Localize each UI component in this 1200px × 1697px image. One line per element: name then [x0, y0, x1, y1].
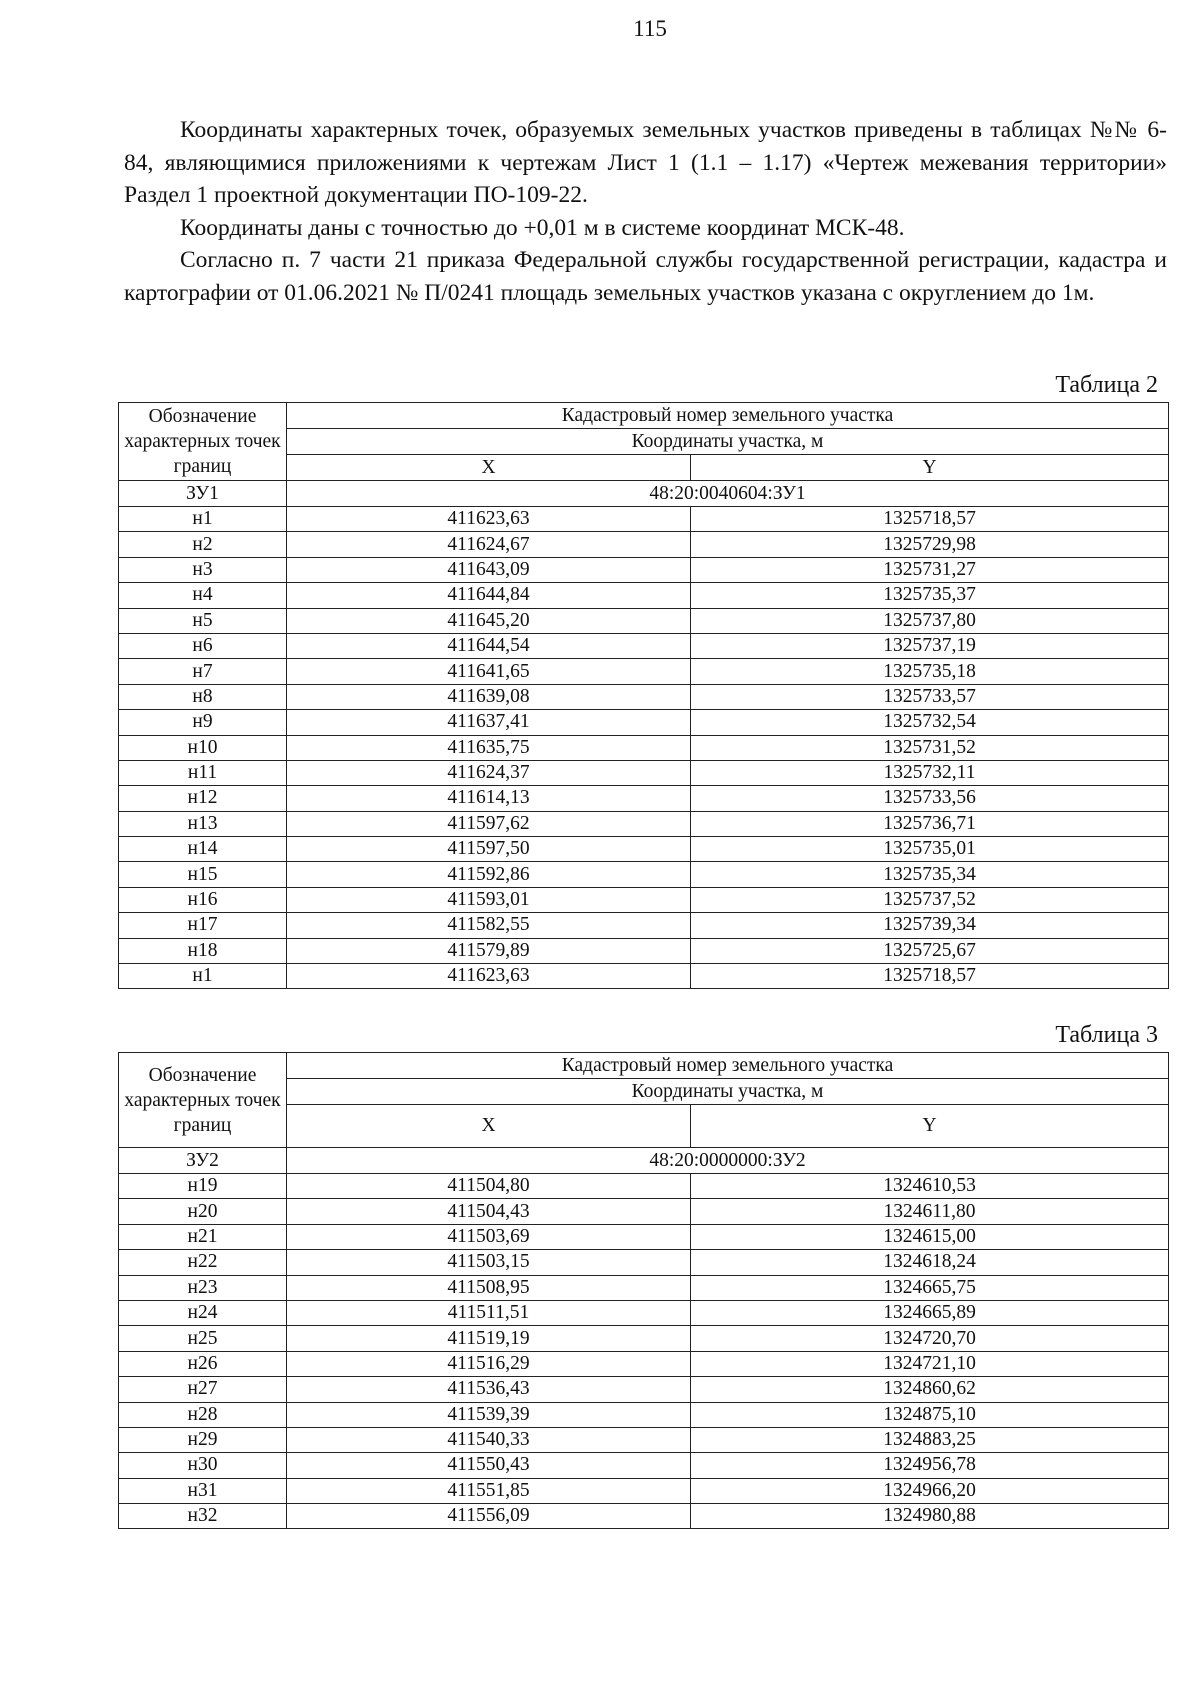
point-label: н24	[119, 1300, 287, 1325]
y-value: 1325718,57	[691, 964, 1169, 989]
point-label: н1	[119, 507, 287, 532]
table-row	[119, 735, 1169, 760]
table-3-caption: Таблица 3	[1055, 1022, 1158, 1048]
point-label: н28	[119, 1402, 287, 1427]
x-value: 411536,43	[287, 1377, 691, 1402]
table-row	[119, 1174, 1169, 1199]
point-label: н17	[119, 913, 287, 938]
designation-header: Обозначение характерных точек границ	[119, 1053, 287, 1148]
y-value: 1325737,80	[691, 608, 1169, 633]
point-label: н29	[119, 1427, 287, 1452]
x-value: 411592,86	[287, 862, 691, 887]
y-value: 1325735,37	[691, 583, 1169, 608]
table-row	[119, 1199, 1169, 1224]
point-label: н4	[119, 583, 287, 608]
y-value: 1325739,34	[691, 913, 1169, 938]
x-value: 411623,63	[287, 507, 691, 532]
table-row	[119, 1300, 1169, 1325]
point-label: н6	[119, 633, 287, 658]
y-value: 1325733,57	[691, 684, 1169, 709]
table-row	[119, 862, 1169, 887]
table-row	[119, 811, 1169, 836]
point-label: н15	[119, 862, 287, 887]
y-value: 1325735,34	[691, 862, 1169, 887]
y-value: 1324883,25	[691, 1427, 1169, 1452]
coordinates-table-3	[118, 1052, 1169, 1529]
y-value: 1324721,10	[691, 1351, 1169, 1376]
x-value: 411503,69	[287, 1224, 691, 1249]
point-label: н22	[119, 1250, 287, 1275]
page-number: 115	[633, 16, 667, 41]
table-row	[119, 1250, 1169, 1275]
table-row	[119, 1402, 1169, 1427]
intro-text	[124, 114, 1167, 309]
y-value: 1324665,89	[691, 1300, 1169, 1325]
y-value: 1324615,00	[691, 1224, 1169, 1249]
x-value: 411637,41	[287, 710, 691, 735]
coordinates-table-2	[118, 402, 1169, 989]
y-value: 1325735,18	[691, 659, 1169, 684]
y-value: 1325729,98	[691, 532, 1169, 557]
y-value: 1324875,10	[691, 1402, 1169, 1427]
point-label: н10	[119, 735, 287, 760]
x-value: 411519,19	[287, 1326, 691, 1351]
point-label: н20	[119, 1199, 287, 1224]
coords-header: Координаты участка, м	[287, 429, 1169, 455]
point-label: н14	[119, 837, 287, 862]
point-label: н12	[119, 786, 287, 811]
x-value: 411503,15	[287, 1250, 691, 1275]
table-3-rows	[119, 1174, 1169, 1529]
point-label: н23	[119, 1275, 287, 1300]
cadastral-number: 48:20:0040604:ЗУ1	[287, 481, 1169, 507]
table-row	[119, 684, 1169, 709]
x-value: 411597,50	[287, 837, 691, 862]
point-label: н32	[119, 1504, 287, 1529]
table-row	[119, 786, 1169, 811]
x-header: X	[287, 1105, 691, 1148]
table-row	[119, 583, 1169, 608]
table-row	[119, 913, 1169, 938]
y-value: 1324956,78	[691, 1453, 1169, 1478]
cadastral-header: Кадастровый номер земельного участка	[287, 1053, 1169, 1079]
designation-header: Обозначение характерных точек границ	[119, 403, 287, 481]
table-row	[119, 887, 1169, 912]
point-label: н16	[119, 887, 287, 912]
y-value: 1325732,54	[691, 710, 1169, 735]
table-row	[119, 507, 1169, 532]
point-label: н5	[119, 608, 287, 633]
x-value: 411641,65	[287, 659, 691, 684]
point-label: н18	[119, 938, 287, 963]
cadastral-header: Кадастровый номер земельного участка	[287, 403, 1169, 429]
x-value: 411614,13	[287, 786, 691, 811]
table-row	[119, 633, 1169, 658]
x-value: 411597,62	[287, 811, 691, 836]
x-value: 411551,85	[287, 1478, 691, 1503]
y-value: 1324720,70	[691, 1326, 1169, 1351]
point-label: н25	[119, 1326, 287, 1351]
point-label: н3	[119, 557, 287, 582]
y-value: 1325737,52	[691, 887, 1169, 912]
x-value: 411644,54	[287, 633, 691, 658]
table-row	[119, 938, 1169, 963]
parcel-label: ЗУ1	[119, 481, 287, 507]
x-value: 411540,33	[287, 1427, 691, 1452]
y-value: 1325725,67	[691, 938, 1169, 963]
coords-header: Координаты участка, м	[287, 1079, 1169, 1105]
point-label: н9	[119, 710, 287, 735]
x-value: 411550,43	[287, 1453, 691, 1478]
point-label: н13	[119, 811, 287, 836]
table-row	[119, 837, 1169, 862]
table-row	[119, 710, 1169, 735]
table-row	[119, 659, 1169, 684]
table-row	[119, 1478, 1169, 1503]
table-row	[119, 760, 1169, 785]
x-header: X	[287, 455, 691, 481]
point-label: н1	[119, 964, 287, 989]
y-value: 1324665,75	[691, 1275, 1169, 1300]
y-header: Y	[691, 1105, 1169, 1148]
y-value: 1324860,62	[691, 1377, 1169, 1402]
point-label: н8	[119, 684, 287, 709]
x-value: 411556,09	[287, 1504, 691, 1529]
table-row	[119, 532, 1169, 557]
point-label: н2	[119, 532, 287, 557]
x-value: 411635,75	[287, 735, 691, 760]
point-label: н19	[119, 1174, 287, 1199]
table-row	[119, 1351, 1169, 1376]
x-value: 411539,39	[287, 1402, 691, 1427]
y-header: Y	[691, 455, 1169, 481]
y-value: 1324966,20	[691, 1478, 1169, 1503]
x-value: 411579,89	[287, 938, 691, 963]
x-value: 411645,20	[287, 608, 691, 633]
x-value: 411639,08	[287, 684, 691, 709]
y-value: 1325732,11	[691, 760, 1169, 785]
table-row	[119, 964, 1169, 989]
y-value: 1325733,56	[691, 786, 1169, 811]
parcel-label: ЗУ2	[119, 1148, 287, 1174]
table-row	[119, 608, 1169, 633]
point-label: н21	[119, 1224, 287, 1249]
x-value: 411643,09	[287, 557, 691, 582]
x-value: 411623,63	[287, 964, 691, 989]
table-row	[119, 1224, 1169, 1249]
point-label: н30	[119, 1453, 287, 1478]
point-label: н26	[119, 1351, 287, 1376]
y-value: 1325731,27	[691, 557, 1169, 582]
point-label: н11	[119, 760, 287, 785]
point-label: н27	[119, 1377, 287, 1402]
x-value: 411508,95	[287, 1275, 691, 1300]
table-2-rows	[119, 507, 1169, 989]
y-value: 1325736,71	[691, 811, 1169, 836]
y-value: 1325737,19	[691, 633, 1169, 658]
intro-paragraph-2: Координаты даны с точностью до +0,01 м в системе координат МСК-48.	[180, 214, 905, 241]
intro-paragraph-1: Координаты характерных точек, образуемых земельных участков приведены в таблицах №№ 6-84, являющимися приложениями к чертежам Лист 1 (1.1 – 1.17) «Чертеж межевания территории» Раздел 1 проектной документации ПО-109-22.	[124, 117, 1167, 208]
x-value: 411624,67	[287, 532, 691, 557]
table-row	[119, 557, 1169, 582]
y-value: 1324618,24	[691, 1250, 1169, 1275]
table-2-caption: Таблица 2	[1055, 372, 1158, 398]
table-row	[119, 1275, 1169, 1300]
table-row	[119, 1326, 1169, 1351]
y-value: 1324610,53	[691, 1174, 1169, 1199]
x-value: 411593,01	[287, 887, 691, 912]
x-value: 411504,80	[287, 1174, 691, 1199]
x-value: 411582,55	[287, 913, 691, 938]
x-value: 411624,37	[287, 760, 691, 785]
table-row	[119, 1377, 1169, 1402]
point-label: н31	[119, 1478, 287, 1503]
y-value: 1325718,57	[691, 507, 1169, 532]
x-value: 411504,43	[287, 1199, 691, 1224]
cadastral-number: 48:20:0000000:ЗУ2	[287, 1148, 1169, 1174]
y-value: 1324980,88	[691, 1504, 1169, 1529]
x-value: 411644,84	[287, 583, 691, 608]
intro-paragraph-3: Согласно п. 7 части 21 приказа Федеральной службы государственной регистрации, кадастра и картографии от 01.06.2021 № П/0241 площадь земельных участков указана с округлением до 1м.	[124, 247, 1167, 306]
y-value: 1325735,01	[691, 837, 1169, 862]
table-row	[119, 1504, 1169, 1529]
y-value: 1325731,52	[691, 735, 1169, 760]
x-value: 411511,51	[287, 1300, 691, 1325]
point-label: н7	[119, 659, 287, 684]
table-row	[119, 1453, 1169, 1478]
x-value: 411516,29	[287, 1351, 691, 1376]
y-value: 1324611,80	[691, 1199, 1169, 1224]
table-row	[119, 1427, 1169, 1452]
